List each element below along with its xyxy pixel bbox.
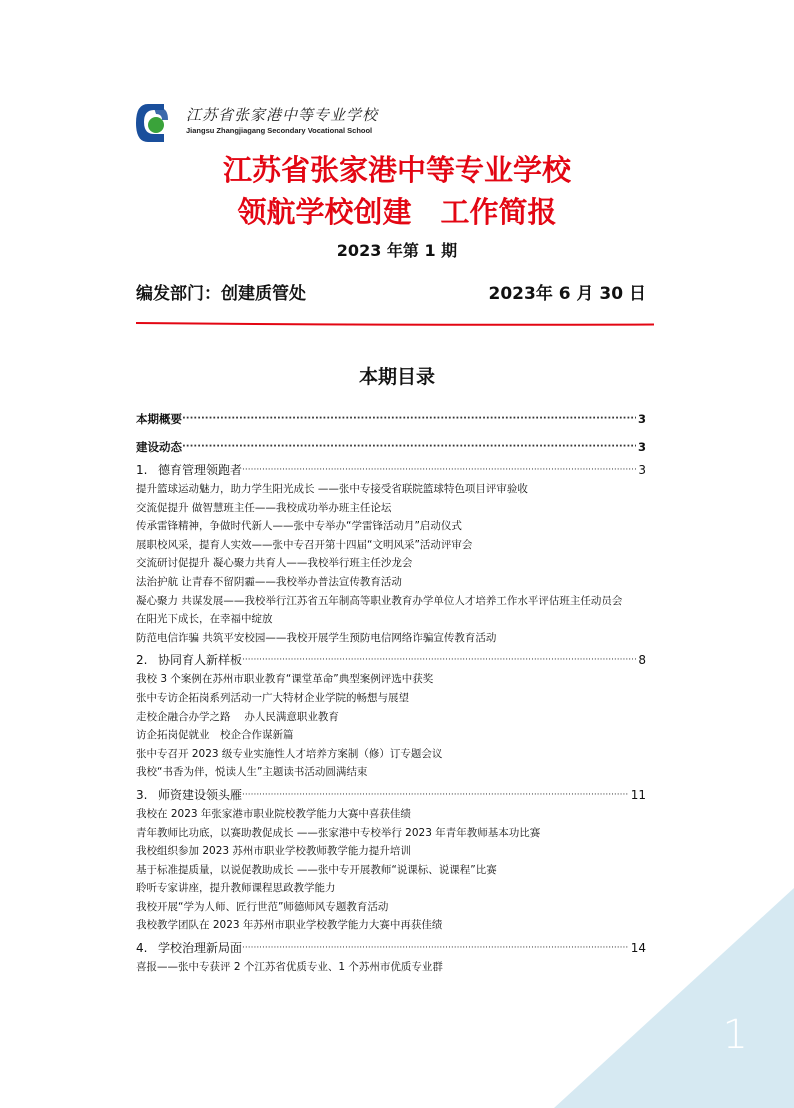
table-of-contents bbox=[136, 401, 646, 977]
toc-item[interactable]: 走校企融合办学之路 办人民满意职业教育 bbox=[136, 710, 339, 723]
logo-english-name: Jiangsu Zhangjiagang Secondary Vocational School bbox=[186, 126, 373, 135]
leader-dots bbox=[242, 938, 629, 958]
leader-dots bbox=[242, 460, 636, 480]
toc-item[interactable]: 法治护航 让青春不留阴霾——我校举办普法宣传教育活动 bbox=[136, 575, 402, 588]
toc-section-label: 3. 师资建设领头雁 bbox=[136, 787, 243, 802]
toc-title: 本期目录 bbox=[358, 366, 435, 388]
toc-item[interactable]: 提升篮球运动魅力，助力学生阳光成长 ——张中专接受省联院篮球特色项目评审验收 bbox=[136, 483, 528, 495]
report-title-line1: 江苏省张家港中等专业学校 bbox=[222, 153, 571, 187]
toc-page: 3 bbox=[637, 440, 646, 454]
toc-page: 3 bbox=[637, 412, 646, 426]
leader-dots bbox=[182, 437, 636, 457]
toc-entry-label: 建设动态 bbox=[136, 440, 182, 454]
toc-item[interactable]: 交流促提升 做智慧班主任——我校成功举办班主任论坛 bbox=[136, 501, 392, 514]
toc-item[interactable]: 交流研讨促提升 凝心聚力共育人——我校举行班主任沙龙会 bbox=[136, 557, 413, 570]
toc-entry-dynamics[interactable] bbox=[136, 429, 646, 457]
toc-item[interactable]: 张中专访企拓岗系列活动一广大特材企业学院的畅想与展望 bbox=[136, 691, 409, 704]
toc-section-faculty-building[interactable] bbox=[136, 785, 646, 805]
issuing-department: 编发部门：创建质管处 bbox=[136, 284, 306, 304]
toc-entry-summary[interactable] bbox=[136, 401, 646, 429]
toc-item[interactable]: 我校在 2023 年张家港市职业院校教学能力大赛中喜获佳绩 bbox=[136, 807, 411, 820]
toc-section-label: 4. 学校治理新局面 bbox=[136, 941, 243, 956]
toc-item[interactable]: 聆听专家讲座，提升教师课程思政教学能力 bbox=[136, 882, 336, 895]
toc-item[interactable]: 我校教学团队在 2023 年苏州市职业学校教学能力大赛中再获佳绩 bbox=[136, 919, 443, 932]
toc-section-moral-education[interactable] bbox=[136, 460, 646, 480]
toc-item[interactable]: 喜报——张中专获评 2 个江苏省优质专业、1 个苏州市优质专业群 bbox=[136, 961, 443, 974]
leader-dots bbox=[242, 650, 636, 670]
toc-page: 3 bbox=[638, 463, 646, 477]
leader-dots bbox=[242, 785, 629, 805]
toc-item[interactable]: 基于标准提质量，以说促教助成长 ——张中专开展教师“说课标、说课程”比赛 bbox=[136, 863, 497, 876]
toc-item[interactable]: 传承雷锋精神，争做时代新人——张中专举办“学雷锋活动月”启动仪式 bbox=[136, 520, 462, 533]
toc-section-label: 1. 德育管理领跑者 bbox=[136, 463, 243, 477]
toc-page: 14 bbox=[630, 941, 646, 956]
page-number: 1 bbox=[722, 1012, 748, 1058]
toc-section-collaborative-education[interactable] bbox=[136, 650, 646, 670]
toc-item[interactable]: 我校开展“学为人师、匠行世范”师德师风专题教育活动 bbox=[136, 900, 389, 913]
school-logo bbox=[134, 100, 394, 146]
leader-dots bbox=[182, 409, 636, 429]
toc-item[interactable]: 我校“书香为伴，悦读人生”主题读书活动圆满结束 bbox=[136, 766, 368, 779]
toc-item[interactable]: 在阳光下成长，在幸福中绽放 bbox=[136, 613, 273, 626]
toc-item[interactable]: 展职校风采，提育人实效——张中专召开第十四届“文明风采”活动评审会 bbox=[136, 538, 473, 551]
logo-chinese-name: 江苏省张家港中等专业学校 bbox=[186, 106, 379, 124]
toc-item[interactable]: 访企拓岗促就业 校企合作谋新篇 bbox=[136, 729, 294, 742]
issue-date: 2023年 6 月 30 日 bbox=[488, 284, 646, 304]
toc-item[interactable]: 我校组织参加 2023 苏州市职业学校教师教学能力提升培训 bbox=[136, 845, 411, 858]
issue-number: 2023 年第 1 期 bbox=[336, 241, 458, 260]
toc-item[interactable]: 青年教师比功底，以赛助教促成长 ——张家港中专校举行 2023 年青年教师基本功比赛 bbox=[136, 826, 541, 839]
toc-item[interactable]: 我校 3 个案例在苏州市职业教育“课堂革命”典型案例评选中获奖 bbox=[136, 673, 434, 686]
report-title-line2: 领航学校创建 工作简报 bbox=[237, 195, 557, 229]
toc-item[interactable]: 凝心聚力 共谋发展——我校举行江苏省五年制高等职业教育办学单位人才培养工作水平评估班主任动员会 bbox=[136, 594, 623, 607]
toc-page: 8 bbox=[638, 653, 646, 668]
school-emblem-icon bbox=[134, 100, 180, 146]
toc-section-label: 2. 协同育人新样板 bbox=[136, 653, 243, 668]
toc-entry-label: 本期概要 bbox=[136, 412, 182, 426]
toc-item[interactable]: 防范电信诈骗 共筑平安校园——我校开展学生预防电信网络诈骗宣传教育活动 bbox=[136, 631, 497, 644]
toc-item[interactable]: 张中专召开 2023 级专业实施性人才培养方案制（修）订专题会议 bbox=[136, 747, 443, 760]
toc-page: 11 bbox=[630, 787, 646, 802]
red-divider bbox=[136, 322, 654, 326]
toc-section-school-governance[interactable] bbox=[136, 938, 646, 958]
